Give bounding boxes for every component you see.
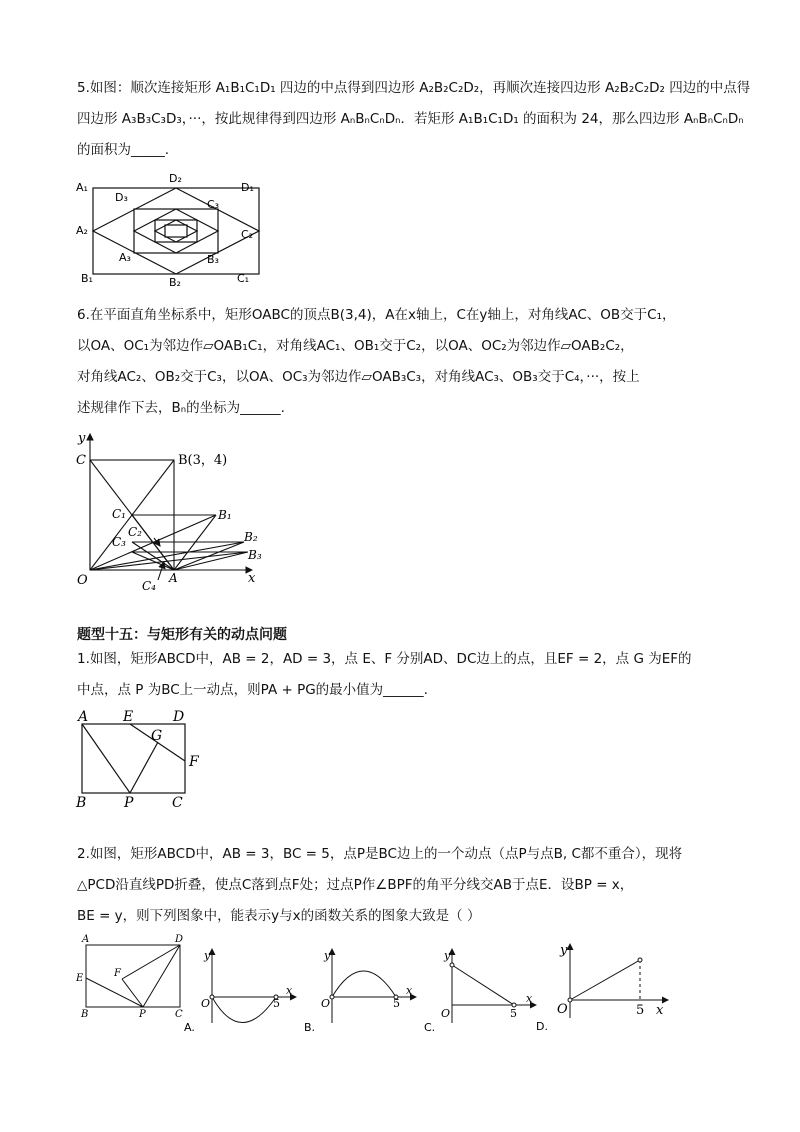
q6-label-c: C xyxy=(76,453,86,468)
option-a-x-label: x xyxy=(286,984,293,997)
s1-text-line-1: 1.如图，矩形ABCD中，AB = 2，AD = 3，点 E、F 分别AD、DC边上的点，且EF = 2，点 G 为EF的 xyxy=(77,651,692,667)
q6-figure xyxy=(72,426,272,601)
q5-text-line-3: 的面积为_____. xyxy=(77,142,170,158)
q6-label-y: y xyxy=(78,431,86,446)
q5-label-d1: D₁ xyxy=(241,181,254,194)
option-c-origin-label: O xyxy=(441,1007,451,1020)
q5-label-a1: A₁ xyxy=(76,181,88,194)
option-a-graph[interactable] xyxy=(184,943,306,1038)
q6-label-b3: B₃ xyxy=(248,548,262,562)
s1-label-b: B xyxy=(76,795,87,811)
option-d-graph[interactable] xyxy=(536,938,680,1038)
q6-label-c3: C₃ xyxy=(112,535,126,549)
option-d-five-label: 5 xyxy=(636,1003,645,1018)
q5-figure xyxy=(73,172,273,287)
option-c-letter[interactable]: C. xyxy=(424,1021,436,1034)
s1-label-c: C xyxy=(172,795,183,811)
s2-label-a: A xyxy=(82,934,90,945)
q6-label-b1: B₁ xyxy=(218,508,232,522)
s1-label-g: G xyxy=(151,728,163,744)
q6-label-c1: C₁ xyxy=(112,507,126,521)
q5-label-c1: C₁ xyxy=(237,272,250,285)
s2-label-p: P xyxy=(139,1009,146,1020)
option-b-five-label: 5 xyxy=(393,997,400,1010)
s2-label-b: B xyxy=(81,1009,89,1020)
option-b-y-label: y xyxy=(324,949,331,962)
s2-text-line-3: BE = y，则下列图象中，能表示y与x的函数关系的图象大致是（ ） xyxy=(77,908,481,924)
option-a-origin-label: O xyxy=(201,997,211,1010)
q6-label-b: B(3，4) xyxy=(178,453,228,468)
q6-text-line-2: 以OA、OC₁为邻边作▱OAB₁C₁，对角线AC₁、OB₁交于C₂，以OA、OC₂为邻边作▱OAB₂C₂， xyxy=(77,338,634,354)
q6-label-x: x xyxy=(248,571,256,586)
s1-label-d: D xyxy=(173,709,185,725)
s1-label-e: E xyxy=(123,709,134,725)
q6-label-b2: B₂ xyxy=(244,530,258,544)
q5-text-line-1: 5.如图：顺次连接矩形 A₁B₁C₁D₁ 四边的中点得到四边形 A₂B₂C₂D₂，再顺次连接四边形 A₂B₂C₂D₂ 四边的中点得 xyxy=(77,80,751,96)
q5-text-line-2: 四边形 A₃B₃C₃D₃，···，按此规律得到四边形 AₙBₙCₙDₙ．若矩形 A₁B₁C₁D₁ 的面积为 24，那么四边形 AₙBₙCₙDₙ xyxy=(77,111,744,127)
option-b-letter[interactable]: B. xyxy=(304,1021,316,1034)
option-d-letter[interactable]: D. xyxy=(536,1020,548,1033)
s2-label-e: E xyxy=(76,973,84,984)
option-a-y-label: y xyxy=(204,949,211,962)
s2-figure xyxy=(76,933,191,1018)
q6-text-line-1: 6.在平面直角坐标系中，矩形OABC的顶点B(3,4)，A在x轴上，C在y轴上，对角线AC、OB交于C₁， xyxy=(77,307,676,323)
q5-label-a2: A₂ xyxy=(76,224,88,237)
q5-label-d2: D₂ xyxy=(169,172,182,185)
option-d-x-label: x xyxy=(656,1003,664,1018)
q6-label-a: A xyxy=(169,571,178,585)
q6-text-line-4: 述规律作下去，Bₙ的坐标为______. xyxy=(77,400,285,416)
q5-label-a3: A₃ xyxy=(119,251,131,264)
option-c-five-label: 5 xyxy=(510,1007,517,1020)
s1-figure xyxy=(75,706,215,811)
s2-label-f: F xyxy=(114,968,121,979)
q6-label-o: O xyxy=(77,573,88,588)
s1-label-f: F xyxy=(189,754,199,770)
s2-text-line-2: △PCD沿直线PD折叠，使点C落到点F处；过点P作∠BPF的角平分线交AB于点E．设BP = x， xyxy=(77,877,634,893)
option-a-five-label: 5 xyxy=(273,997,280,1010)
s2-label-d: D xyxy=(175,934,184,945)
option-d-y-label: y xyxy=(560,943,568,958)
s2-label-c: C xyxy=(175,1009,183,1020)
option-b-origin-label: O xyxy=(321,997,331,1010)
q6-text-line-3: 对角线AC₂、OB₂交于C₃，以OA、OC₃为邻边作▱OAB₃C₃，对角线AC₃、OB₃交于C₄，···，按上 xyxy=(77,369,640,385)
q5-label-b1: B₁ xyxy=(81,272,93,285)
option-d-origin-label: O xyxy=(557,1002,568,1017)
option-c-graph[interactable] xyxy=(424,943,546,1038)
option-b-graph[interactable] xyxy=(304,943,426,1038)
section-title: 题型十五：与矩形有关的动点问题 xyxy=(77,627,287,643)
q5-label-c2: C₂ xyxy=(241,228,254,241)
option-c-x-label: x xyxy=(526,992,533,1005)
q5-label-b3: B₃ xyxy=(207,253,219,266)
option-b-x-label: x xyxy=(406,984,413,997)
q5-label-c3: C₃ xyxy=(207,198,220,211)
q5-label-b2: B₂ xyxy=(169,276,181,289)
q6-label-c4: C₄ xyxy=(142,579,156,593)
s1-label-p: P xyxy=(124,795,134,811)
q6-label-c2: C₂ xyxy=(128,525,142,539)
option-c-y-label: y xyxy=(444,949,451,962)
q5-label-d3: D₃ xyxy=(115,191,128,204)
s1-text-line-2: 中点，点 P 为BC上一动点，则PA + PG的最小值为______. xyxy=(77,682,428,698)
s1-label-a: A xyxy=(78,709,89,725)
s2-text-line-1: 2.如图，矩形ABCD中，AB = 3，BC = 5，点P是BC边上的一个动点（点P与点B, C都不重合），现将 xyxy=(77,846,683,862)
option-a-letter[interactable]: A. xyxy=(184,1021,195,1034)
